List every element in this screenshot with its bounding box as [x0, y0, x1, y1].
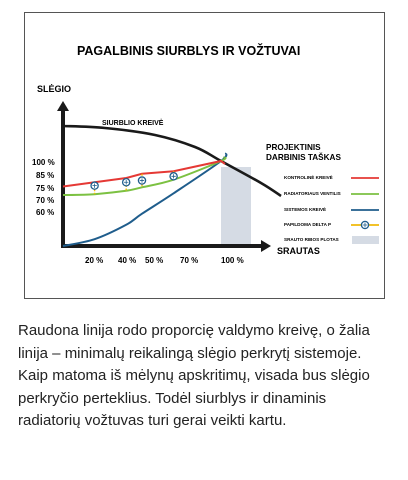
x-tick-label: 20 %: [85, 256, 104, 265]
x-axis-arrow: [261, 240, 271, 252]
legend-title-line1: PROJEKTINIS: [266, 143, 321, 152]
x-axis-label: SRAUTAS: [277, 246, 320, 256]
legend-label: PAPILDOMA DELTA P: [284, 222, 332, 227]
flow-limit-area: [221, 167, 251, 246]
system-curve: [63, 153, 226, 246]
chart-title: PAGALBINIS SIURBLYS IR VOŽTUVAI: [77, 44, 301, 58]
y-tick-label: 70 %: [36, 196, 55, 205]
y-tick-label: 75 %: [36, 184, 55, 193]
y-tick-label: 85 %: [36, 171, 55, 180]
legend-label: SISTEMOS KREIVĖ: [284, 207, 327, 212]
legend-label: SRAUTO RIBOS PLOTAS: [284, 237, 339, 242]
y-axis-label: SLĖGIO: [37, 84, 72, 94]
legend-title-line2: DARBINIS TAŠKAS: [266, 153, 341, 162]
y-tick-label: 60 %: [36, 208, 55, 217]
chart-svg: [25, 13, 386, 300]
legend-label: RADIATORIAUS VENTILIS: [284, 191, 341, 196]
y-axis-arrow: [57, 101, 69, 111]
x-tick-label: 100 %: [221, 256, 244, 265]
y-tick-label: 100 %: [32, 158, 55, 167]
x-tick-label: 70 %: [180, 256, 199, 265]
caption-text: Raudona linija rodo proporcię valdymo kreivę, o žalia linija – minimalų reikalingą slėgio perkrytį sistemoje. Kaip matoma iš mėlynų apskritimų, visada bus slėgio perkryčio perteklius. Todėl siurblys ir dinaminis radiatorių vožtuvas turi gerai veikti kartu.: [18, 322, 370, 429]
legend-label: KONTROLINĖ KREIVĖ: [284, 175, 333, 180]
chart-frame: [24, 12, 385, 299]
x-tick-label: 40 %: [118, 256, 137, 265]
pump-curve-label: SIURBLIO KREIVĖ: [102, 120, 164, 127]
x-tick-label: 50 %: [145, 256, 164, 265]
legend-swatch-area: [352, 236, 379, 244]
